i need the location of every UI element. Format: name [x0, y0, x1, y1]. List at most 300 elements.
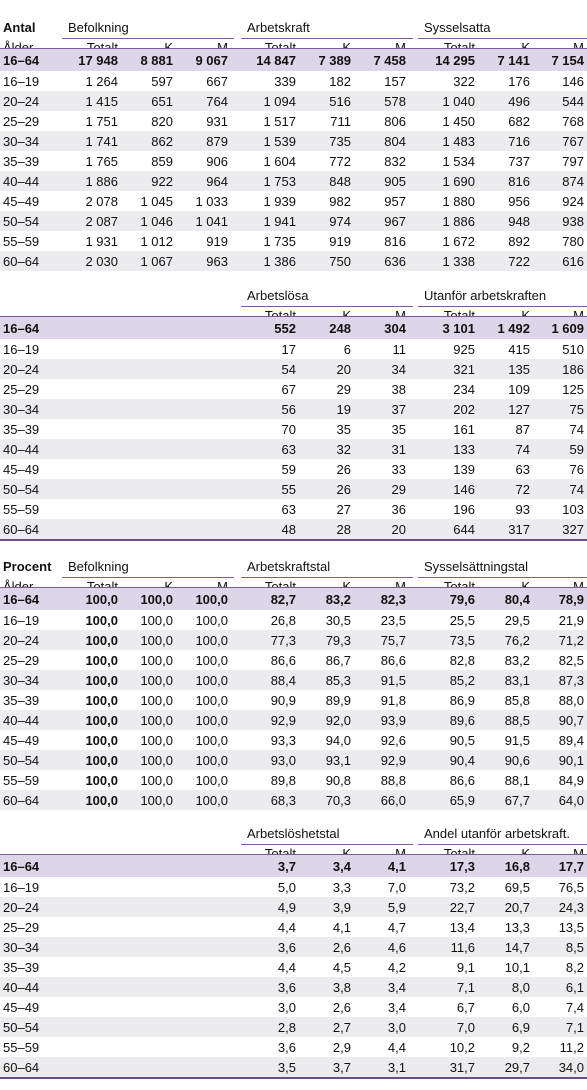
value-cell: 29	[391, 482, 406, 497]
value-cell: 67,7	[504, 793, 530, 808]
value-cell: 8,5	[565, 940, 584, 955]
value-cell: 139	[453, 462, 475, 477]
value-cell: 100,0	[140, 733, 173, 748]
value-cell: 100,0	[85, 753, 118, 768]
antal-group-underline-0	[62, 38, 234, 39]
value-cell: 83,1	[504, 673, 530, 688]
table-row	[0, 1037, 587, 1057]
value-cell: 4,6	[387, 940, 406, 955]
value-cell: 16,8	[504, 859, 530, 874]
value-cell: 974	[329, 214, 351, 229]
value-cell: 29	[336, 382, 351, 397]
value-cell: 26,8	[270, 613, 296, 628]
antal2-group-0: Arbetslösa	[247, 288, 309, 303]
procent2-rows	[0, 855, 587, 1077]
procent-group-0: Befolkning	[68, 559, 129, 574]
value-cell: 964	[206, 174, 228, 189]
age-cell: 40–44	[3, 174, 40, 189]
value-cell: 925	[453, 342, 475, 357]
value-cell: 100,0	[140, 753, 173, 768]
age-cell: 16–64	[3, 592, 40, 607]
value-cell: 1 041	[195, 214, 228, 229]
table-row	[0, 499, 587, 519]
age-cell: 40–44	[3, 713, 40, 728]
age-cell: 55–59	[3, 502, 40, 517]
value-cell: 711	[330, 114, 351, 129]
age-cell: 20–24	[3, 900, 40, 915]
age-cell: 25–29	[3, 653, 40, 668]
value-cell: 90,4	[449, 753, 475, 768]
value-cell: 91,8	[380, 693, 406, 708]
value-cell: 91,5	[504, 733, 530, 748]
value-cell: 20,7	[504, 900, 530, 915]
table-row	[0, 519, 587, 539]
value-cell: 8,0	[511, 980, 530, 995]
value-cell: 85,3	[325, 673, 351, 688]
value-cell: 11,2	[559, 1040, 584, 1055]
value-cell: 7 154	[551, 53, 584, 68]
value-cell: 234	[453, 382, 475, 397]
value-cell: 737	[508, 154, 530, 169]
value-cell: 28	[336, 522, 351, 537]
age-cell: 55–59	[3, 773, 40, 788]
table-row	[0, 379, 587, 399]
value-cell: 73,5	[449, 633, 475, 648]
antal2-header	[0, 271, 587, 317]
value-cell: 5,0	[277, 880, 296, 895]
value-cell: 1 941	[263, 214, 296, 229]
value-cell: 63	[281, 442, 296, 457]
value-cell: 1 012	[140, 234, 173, 249]
procent2-group-1: Andel utanför arbetskraft.	[424, 826, 570, 841]
table-row	[0, 359, 587, 379]
value-cell: 92,9	[380, 753, 406, 768]
age-cell: 45–49	[3, 194, 40, 209]
value-cell: 735	[329, 134, 351, 149]
value-cell: 63	[281, 502, 296, 517]
age-cell: 25–29	[3, 382, 40, 397]
value-cell: 82,3	[380, 592, 406, 607]
value-cell: 7 389	[318, 53, 351, 68]
value-cell: 82,7	[270, 592, 296, 607]
antal-rows	[0, 49, 587, 271]
table-row	[0, 937, 587, 957]
table-row	[0, 211, 587, 231]
procent2-group-underline-0	[241, 844, 413, 845]
value-cell: 89,6	[449, 713, 475, 728]
value-cell: 146	[562, 74, 584, 89]
procent-section	[0, 541, 587, 810]
value-cell: 1 604	[263, 154, 296, 169]
value-cell: 29,7	[504, 1060, 530, 1075]
value-cell: 59	[281, 462, 296, 477]
value-cell: 26	[336, 482, 351, 497]
value-cell: 1 690	[442, 174, 475, 189]
value-cell: 100,0	[85, 773, 118, 788]
age-cell: 40–44	[3, 442, 40, 457]
value-cell: 17 948	[78, 53, 118, 68]
value-cell: 1 067	[140, 254, 173, 269]
antal-title: Antal	[3, 20, 36, 35]
value-cell: 89,9	[325, 693, 351, 708]
value-cell: 919	[206, 234, 228, 249]
value-cell: 87	[515, 422, 530, 437]
value-cell: 931	[206, 114, 228, 129]
value-cell: 100,0	[85, 673, 118, 688]
value-cell: 93,0	[270, 753, 296, 768]
value-cell: 13,3	[504, 920, 530, 935]
value-cell: 2,6	[332, 940, 351, 955]
age-cell: 30–34	[3, 673, 40, 688]
value-cell: 90,6	[504, 753, 530, 768]
antal2-group-1: Utanför arbetskraften	[424, 288, 547, 303]
age-cell: 16–19	[3, 880, 40, 895]
value-cell: 29,5	[504, 613, 530, 628]
procent2-group-0: Arbetslöshetstal	[247, 826, 340, 841]
antal-section	[0, 0, 587, 271]
age-cell: 25–29	[3, 920, 40, 935]
value-cell: 31,7	[449, 1060, 475, 1075]
value-cell: 1 609	[551, 321, 584, 336]
value-cell: 6	[343, 342, 351, 357]
value-cell: 48	[281, 522, 296, 537]
total-row	[0, 317, 587, 339]
value-cell: 82,5	[558, 653, 584, 668]
value-cell: 3,3	[332, 880, 351, 895]
value-cell: 957	[384, 194, 406, 209]
value-cell: 11,6	[450, 940, 475, 955]
value-cell: 905	[384, 174, 406, 189]
table-row	[0, 710, 587, 730]
table-row	[0, 877, 587, 897]
value-cell: 77,3	[270, 633, 296, 648]
value-cell: 922	[151, 174, 173, 189]
value-cell: 30,5	[325, 613, 351, 628]
value-cell: 100,0	[85, 633, 118, 648]
value-cell: 1 735	[263, 234, 296, 249]
value-cell: 70	[281, 422, 296, 437]
value-cell: 3,7	[332, 1060, 351, 1075]
value-cell: 35	[391, 422, 406, 437]
age-cell: 50–54	[3, 753, 40, 768]
antal-group-underline-2	[418, 38, 587, 39]
value-cell: 667	[206, 74, 228, 89]
value-cell: 67	[281, 382, 296, 397]
value-cell: 820	[151, 114, 173, 129]
value-cell: 86,6	[449, 773, 475, 788]
value-cell: 716	[508, 134, 530, 149]
value-cell: 767	[562, 134, 584, 149]
value-cell: 202	[453, 402, 475, 417]
value-cell: 1 450	[442, 114, 475, 129]
value-cell: 2,6	[332, 1000, 351, 1015]
value-cell: 79,3	[325, 633, 351, 648]
value-cell: 963	[206, 254, 228, 269]
value-cell: 35	[336, 422, 351, 437]
age-cell: 40–44	[3, 980, 40, 995]
value-cell: 13,5	[558, 920, 584, 935]
antal2-group-underline-1	[418, 306, 587, 307]
value-cell: 74	[515, 442, 530, 457]
value-cell: 1 094	[263, 94, 296, 109]
value-cell: 1 753	[263, 174, 296, 189]
value-cell: 88,1	[504, 773, 530, 788]
value-cell: 415	[508, 342, 530, 357]
value-cell: 9,2	[511, 1040, 530, 1055]
value-cell: 1 415	[85, 94, 118, 109]
value-cell: 10,2	[449, 1040, 475, 1055]
table-row	[0, 91, 587, 111]
value-cell: 85,2	[449, 673, 475, 688]
value-cell: 31	[391, 442, 406, 457]
value-cell: 816	[508, 174, 530, 189]
value-cell: 23,5	[380, 613, 406, 628]
value-cell: 86,6	[380, 653, 406, 668]
value-cell: 2 087	[85, 214, 118, 229]
value-cell: 1 040	[442, 94, 475, 109]
value-cell: 327	[562, 522, 584, 537]
value-cell: 17	[281, 342, 296, 357]
value-cell: 3,6	[277, 940, 296, 955]
value-cell: 92,9	[270, 713, 296, 728]
value-cell: 3,8	[332, 980, 351, 995]
value-cell: 4,1	[332, 920, 351, 935]
value-cell: 768	[562, 114, 584, 129]
value-cell: 100,0	[85, 793, 118, 808]
value-cell: 248	[329, 321, 351, 336]
value-cell: 186	[562, 362, 584, 377]
antal-group-0: Befolkning	[68, 20, 129, 35]
total-row	[0, 855, 587, 877]
value-cell: 6,1	[565, 980, 584, 995]
value-cell: 304	[384, 321, 406, 336]
value-cell: 64,0	[558, 793, 584, 808]
age-cell: 60–64	[3, 522, 40, 537]
value-cell: 75,7	[380, 633, 406, 648]
procent2-section	[0, 810, 587, 1077]
value-cell: 3,4	[332, 859, 351, 874]
value-cell: 93,9	[380, 713, 406, 728]
value-cell: 100,0	[85, 613, 118, 628]
value-cell: 68,3	[270, 793, 296, 808]
value-cell: 100,0	[85, 592, 118, 607]
value-cell: 74	[569, 482, 584, 497]
age-cell: 45–49	[3, 733, 40, 748]
antal2-group-underline-0	[241, 306, 413, 307]
age-cell: 55–59	[3, 234, 40, 249]
value-cell: 848	[329, 174, 351, 189]
value-cell: 74	[569, 422, 584, 437]
value-cell: 3 101	[442, 321, 475, 336]
age-cell: 50–54	[3, 1020, 40, 1035]
value-cell: 59	[569, 442, 584, 457]
table-row	[0, 750, 587, 770]
value-cell: 196	[453, 502, 475, 517]
age-cell: 30–34	[3, 940, 40, 955]
value-cell: 510	[562, 342, 584, 357]
value-cell: 4,4	[277, 920, 296, 935]
value-cell: 322	[453, 74, 475, 89]
value-cell: 100,0	[85, 693, 118, 708]
value-cell: 2,8	[277, 1020, 296, 1035]
value-cell: 66,0	[380, 793, 406, 808]
value-cell: 100,0	[195, 693, 228, 708]
value-cell: 21,9	[558, 613, 584, 628]
value-cell: 82,8	[449, 653, 475, 668]
procent-group-underline-2	[418, 577, 587, 578]
table-row	[0, 977, 587, 997]
value-cell: 20	[391, 522, 406, 537]
value-cell: 157	[384, 74, 406, 89]
value-cell: 86,7	[325, 653, 351, 668]
value-cell: 9 067	[195, 53, 228, 68]
value-cell: 26	[336, 462, 351, 477]
value-cell: 100,0	[140, 713, 173, 728]
value-cell: 100,0	[140, 653, 173, 668]
value-cell: 806	[384, 114, 406, 129]
value-cell: 146	[453, 482, 475, 497]
procent-title: Procent	[3, 559, 52, 574]
value-cell: 874	[562, 174, 584, 189]
value-cell: 651	[151, 94, 173, 109]
age-cell: 60–64	[3, 793, 40, 808]
table-row	[0, 399, 587, 419]
value-cell: 7,0	[387, 880, 406, 895]
table-row	[0, 1057, 587, 1077]
age-cell: 45–49	[3, 462, 40, 477]
value-cell: 100,0	[140, 773, 173, 788]
value-cell: 1 492	[497, 321, 530, 336]
value-cell: 78,9	[558, 592, 584, 607]
value-cell: 86,9	[449, 693, 475, 708]
value-cell: 722	[508, 254, 530, 269]
value-cell: 2 030	[85, 254, 118, 269]
value-cell: 176	[508, 74, 530, 89]
value-cell: 90,7	[558, 713, 584, 728]
value-cell: 3,1	[387, 1060, 406, 1075]
value-cell: 4,4	[277, 960, 296, 975]
value-cell: 14 847	[256, 53, 296, 68]
value-cell: 1 045	[140, 194, 173, 209]
value-cell: 83,2	[325, 592, 351, 607]
value-cell: 87,3	[558, 673, 584, 688]
value-cell: 94,0	[325, 733, 351, 748]
value-cell: 956	[508, 194, 530, 209]
bottom-divider	[0, 1077, 587, 1079]
value-cell: 70,3	[325, 793, 351, 808]
age-cell: 45–49	[3, 1000, 40, 1015]
value-cell: 2 078	[85, 194, 118, 209]
value-cell: 88,8	[380, 773, 406, 788]
value-cell: 100,0	[195, 653, 228, 668]
value-cell: 2,7	[332, 1020, 351, 1035]
value-cell: 135	[508, 362, 530, 377]
value-cell: 3,6	[277, 980, 296, 995]
value-cell: 764	[206, 94, 228, 109]
age-cell: 35–39	[3, 960, 40, 975]
value-cell: 100,0	[140, 673, 173, 688]
table-row	[0, 957, 587, 977]
value-cell: 14,7	[504, 940, 530, 955]
value-cell: 63	[515, 462, 530, 477]
procent2-group-underline-1	[418, 844, 587, 845]
value-cell: 1 386	[263, 254, 296, 269]
value-cell: 496	[508, 94, 530, 109]
age-cell: 20–24	[3, 94, 40, 109]
value-cell: 1 483	[442, 134, 475, 149]
value-cell: 516	[329, 94, 351, 109]
value-cell: 4,2	[387, 960, 406, 975]
value-cell: 79,6	[449, 592, 475, 607]
procent-group-2: Sysselsättningstal	[424, 559, 529, 574]
value-cell: 7,1	[456, 980, 475, 995]
value-cell: 982	[329, 194, 351, 209]
value-cell: 1 939	[263, 194, 296, 209]
value-cell: 6,7	[456, 1000, 475, 1015]
value-cell: 862	[151, 134, 173, 149]
value-cell: 93,3	[270, 733, 296, 748]
value-cell: 3,9	[332, 900, 351, 915]
value-cell: 22,7	[449, 900, 475, 915]
age-cell: 60–64	[3, 1060, 40, 1075]
table-row	[0, 730, 587, 750]
value-cell: 1 338	[442, 254, 475, 269]
value-cell: 597	[151, 74, 173, 89]
value-cell: 14 295	[435, 53, 475, 68]
value-cell: 544	[562, 94, 584, 109]
value-cell: 1 672	[442, 234, 475, 249]
value-cell: 3,5	[277, 1060, 296, 1075]
value-cell: 859	[151, 154, 173, 169]
table-row	[0, 191, 587, 211]
value-cell: 17,3	[449, 859, 475, 874]
value-cell: 100,0	[140, 592, 173, 607]
value-cell: 65,9	[449, 793, 475, 808]
value-cell: 797	[562, 154, 584, 169]
value-cell: 25,5	[449, 613, 475, 628]
value-cell: 7,4	[565, 1000, 584, 1015]
antal-header	[0, 0, 587, 49]
value-cell: 86,6	[270, 653, 296, 668]
value-cell: 3,4	[387, 1000, 406, 1015]
value-cell: 4,4	[387, 1040, 406, 1055]
table-row	[0, 670, 587, 690]
value-cell: 13,4	[449, 920, 475, 935]
value-cell: 644	[453, 522, 475, 537]
value-cell: 1 264	[85, 74, 118, 89]
value-cell: 80,4	[504, 592, 530, 607]
age-cell: 16–19	[3, 74, 40, 89]
value-cell: 90,1	[558, 753, 584, 768]
value-cell: 90,9	[270, 693, 296, 708]
value-cell: 32	[336, 442, 351, 457]
value-cell: 1 886	[85, 174, 118, 189]
value-cell: 100,0	[85, 733, 118, 748]
table-row	[0, 610, 587, 630]
value-cell: 10,1	[504, 960, 530, 975]
value-cell: 56	[281, 402, 296, 417]
value-cell: 100,0	[195, 753, 228, 768]
value-cell: 34,0	[558, 1060, 584, 1075]
value-cell: 919	[329, 234, 351, 249]
value-cell: 89,4	[558, 733, 584, 748]
value-cell: 906	[206, 154, 228, 169]
value-cell: 33	[391, 462, 406, 477]
value-cell: 832	[384, 154, 406, 169]
procent-header	[0, 541, 587, 588]
value-cell: 100,0	[195, 793, 228, 808]
table-row	[0, 1017, 587, 1037]
